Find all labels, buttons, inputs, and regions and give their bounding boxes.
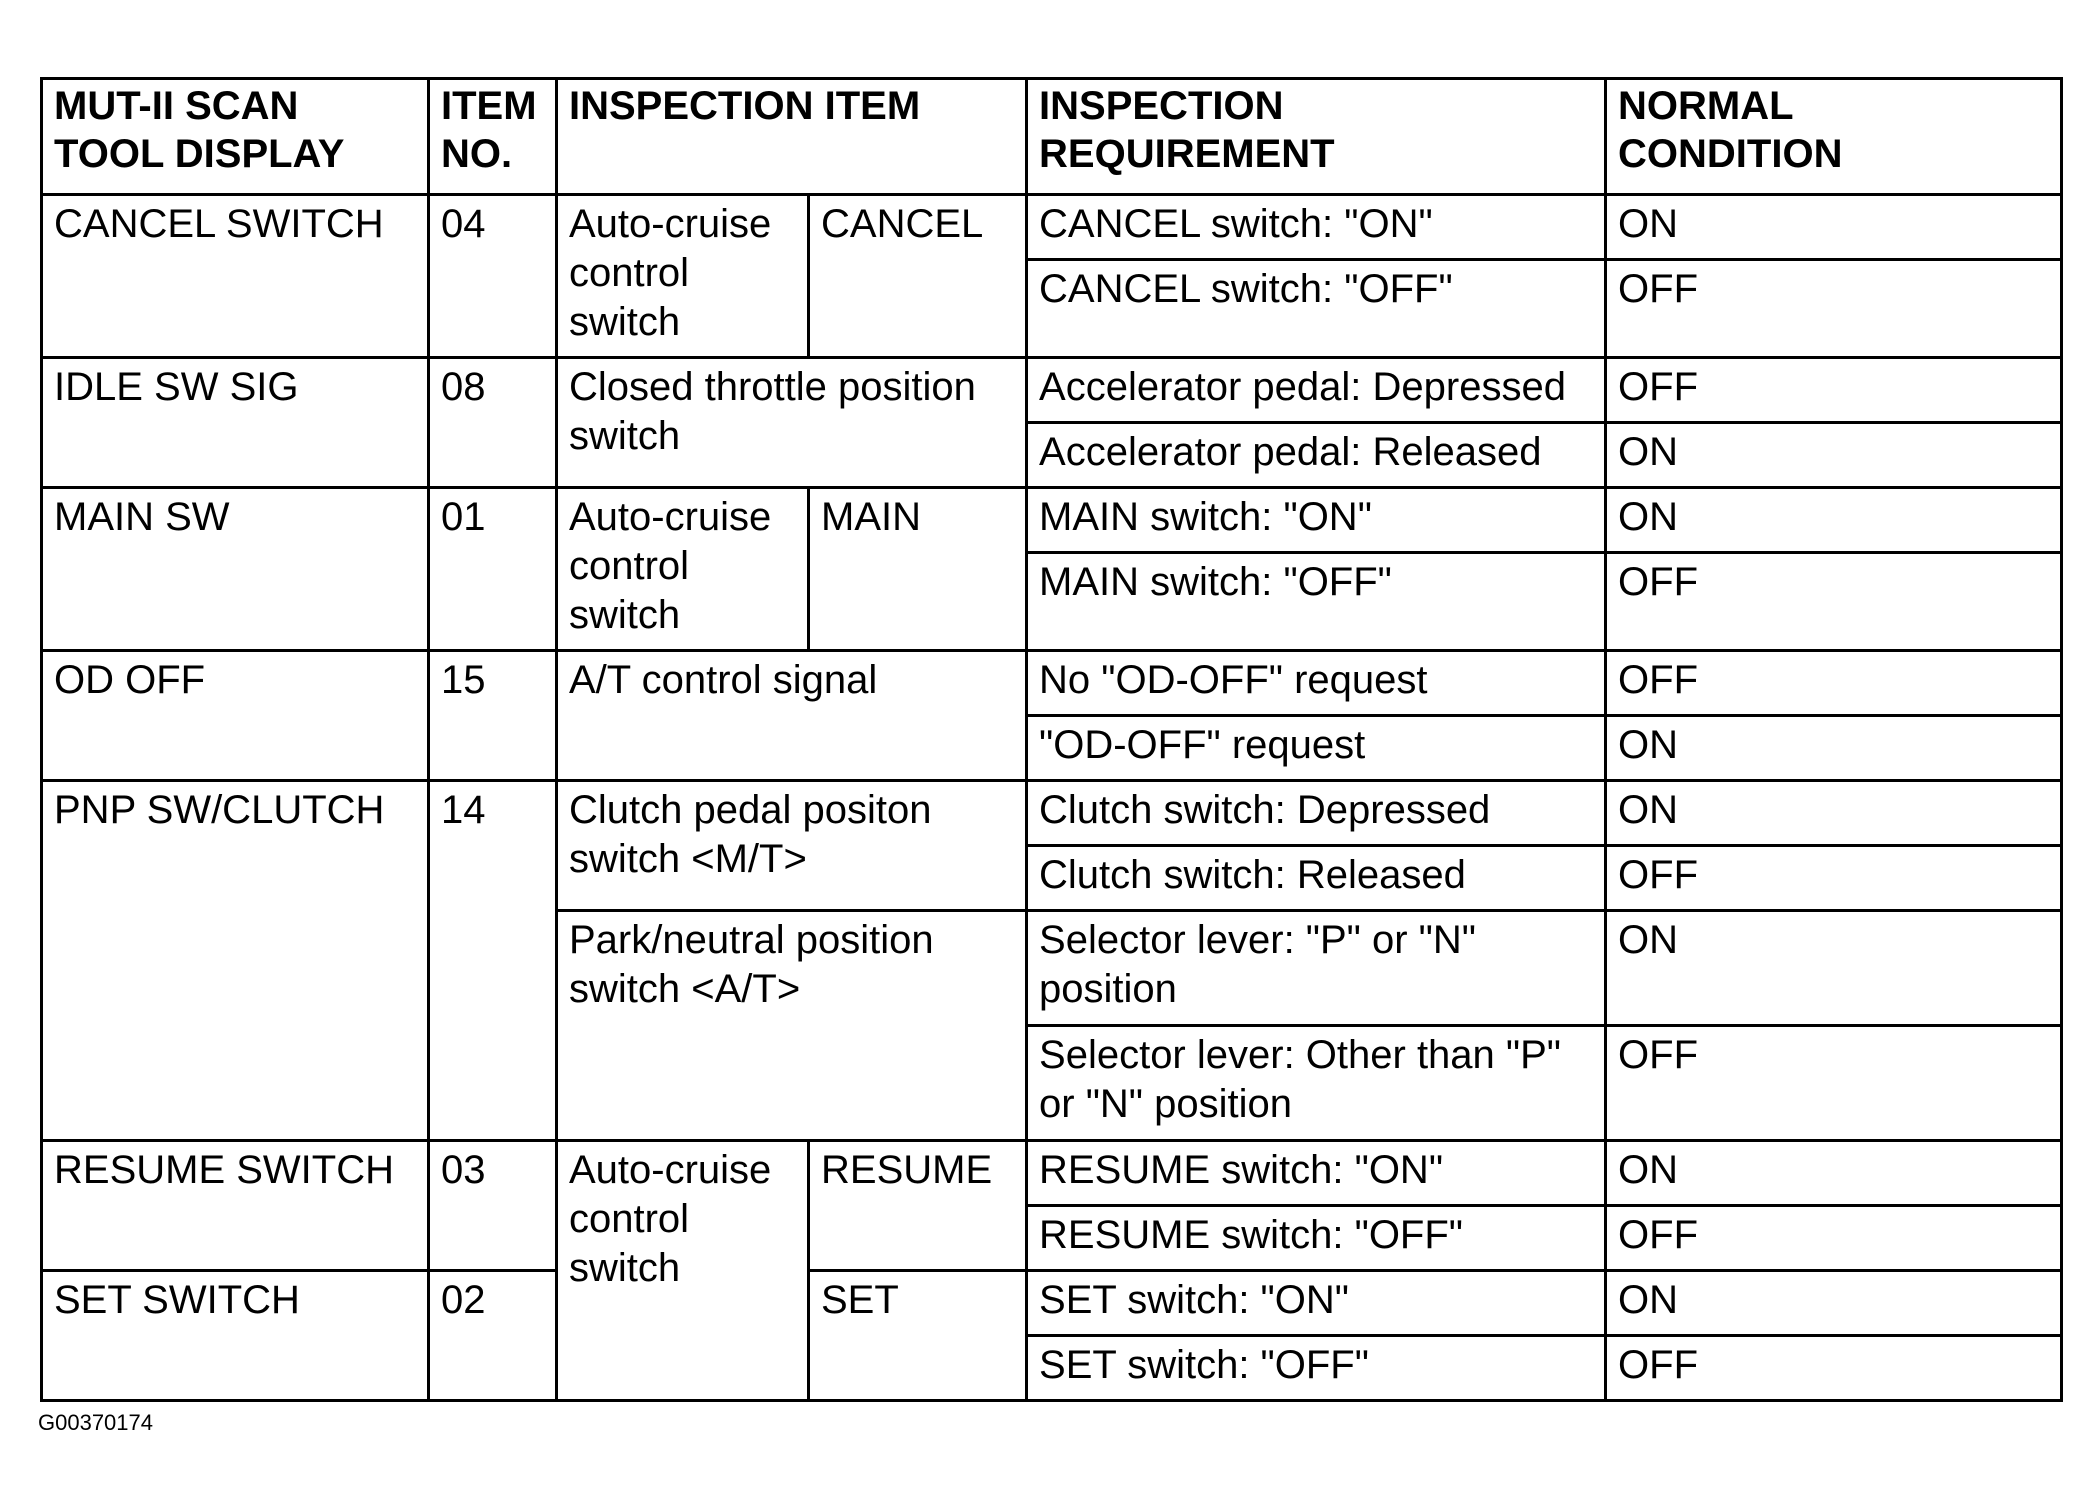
requirement-cell: Accelerator pedal: Depressed — [1027, 358, 1606, 423]
normal-condition-cell: ON — [1606, 1271, 2062, 1336]
display-cell: CANCEL SWITCH — [42, 195, 429, 358]
inspection-table-container — [40, 77, 2063, 1402]
normal-condition-cell: OFF — [1606, 1206, 2062, 1271]
table-row — [42, 1141, 2062, 1206]
normal-condition-cell: OFF — [1606, 260, 2062, 358]
requirement-cell: Clutch switch: Released — [1027, 846, 1606, 911]
requirement-cell: RESUME switch: "ON" — [1027, 1141, 1606, 1206]
requirement-cell: CANCEL switch: "OFF" — [1027, 260, 1606, 358]
normal-condition-cell: OFF — [1606, 651, 2062, 716]
header-row — [42, 79, 2062, 195]
inspection-table — [40, 77, 2063, 1402]
item-no-cell: 08 — [429, 358, 557, 488]
inspection-item-cell: Auto-cruise control switch — [557, 488, 809, 651]
inspection-item-cell: Auto-cruise control switch — [557, 195, 809, 358]
normal-condition-cell: OFF — [1606, 553, 2062, 651]
requirement-cell: SET switch: "ON" — [1027, 1271, 1606, 1336]
normal-condition-cell: ON — [1606, 423, 2062, 488]
normal-condition-cell: OFF — [1606, 1026, 2062, 1141]
inspection-item-cell: Clutch pedal positon switch <M/T> — [557, 781, 1027, 911]
header-requirement: INSPECTION REQUIREMENT — [1027, 79, 1606, 195]
requirement-cell: MAIN switch: "OFF" — [1027, 553, 1606, 651]
inspection-item-cell: A/T control signal — [557, 651, 1027, 781]
normal-condition-cell: OFF — [1606, 358, 2062, 423]
normal-condition-cell: ON — [1606, 781, 2062, 846]
normal-condition-cell: OFF — [1606, 1336, 2062, 1401]
inspection-sub-item-cell: SET — [809, 1271, 1027, 1401]
table-row — [42, 358, 2062, 423]
requirement-cell: Clutch switch: Depressed — [1027, 781, 1606, 846]
display-cell: IDLE SW SIG — [42, 358, 429, 488]
item-no-cell: 03 — [429, 1141, 557, 1271]
normal-condition-cell: ON — [1606, 911, 2062, 1026]
normal-condition-cell: ON — [1606, 716, 2062, 781]
requirement-cell: Selector lever: Other than "P" or "N" position — [1027, 1026, 1606, 1141]
normal-condition-cell: ON — [1606, 1141, 2062, 1206]
requirement-cell: MAIN switch: "ON" — [1027, 488, 1606, 553]
figure-code: G00370174 — [38, 1410, 153, 1435]
requirement-cell: RESUME switch: "OFF" — [1027, 1206, 1606, 1271]
inspection-item-cell: Closed throttle position switch — [557, 358, 1027, 488]
inspection-sub-item-cell: MAIN — [809, 488, 1027, 651]
display-cell: PNP SW/CLUTCH — [42, 781, 429, 1141]
item-no-cell: 02 — [429, 1271, 557, 1401]
header-item-no: ITEM NO. — [429, 79, 557, 195]
display-cell: SET SWITCH — [42, 1271, 429, 1401]
inspection-sub-item-cell: RESUME — [809, 1141, 1027, 1271]
table-row — [42, 488, 2062, 553]
display-cell: OD OFF — [42, 651, 429, 781]
table-row — [42, 651, 2062, 716]
header-normal-condition: NORMAL CONDITION — [1606, 79, 2062, 195]
item-no-cell: 15 — [429, 651, 557, 781]
table-row — [42, 195, 2062, 260]
item-no-cell: 04 — [429, 195, 557, 358]
normal-condition-cell: ON — [1606, 195, 2062, 260]
display-cell: MAIN SW — [42, 488, 429, 651]
requirement-cell: SET switch: "OFF" — [1027, 1336, 1606, 1401]
normal-condition-cell: OFF — [1606, 846, 2062, 911]
requirement-cell: "OD-OFF" request — [1027, 716, 1606, 781]
inspection-item-cell: Park/neutral position switch <A/T> — [557, 911, 1027, 1141]
header-inspection-item: INSPECTION ITEM — [557, 79, 1027, 195]
requirement-cell: CANCEL switch: "ON" — [1027, 195, 1606, 260]
item-no-cell: 14 — [429, 781, 557, 1141]
item-no-cell: 01 — [429, 488, 557, 651]
table-row — [42, 781, 2062, 846]
display-cell: RESUME SWITCH — [42, 1141, 429, 1271]
inspection-item-cell: Auto-cruise control switch — [557, 1141, 809, 1401]
requirement-cell: Accelerator pedal: Released — [1027, 423, 1606, 488]
header-display: MUT-II SCAN TOOL DISPLAY — [42, 79, 429, 195]
requirement-cell: No "OD-OFF" request — [1027, 651, 1606, 716]
table-row — [42, 1271, 2062, 1336]
requirement-cell: Selector lever: "P" or "N" position — [1027, 911, 1606, 1026]
normal-condition-cell: ON — [1606, 488, 2062, 553]
inspection-sub-item-cell: CANCEL — [809, 195, 1027, 358]
